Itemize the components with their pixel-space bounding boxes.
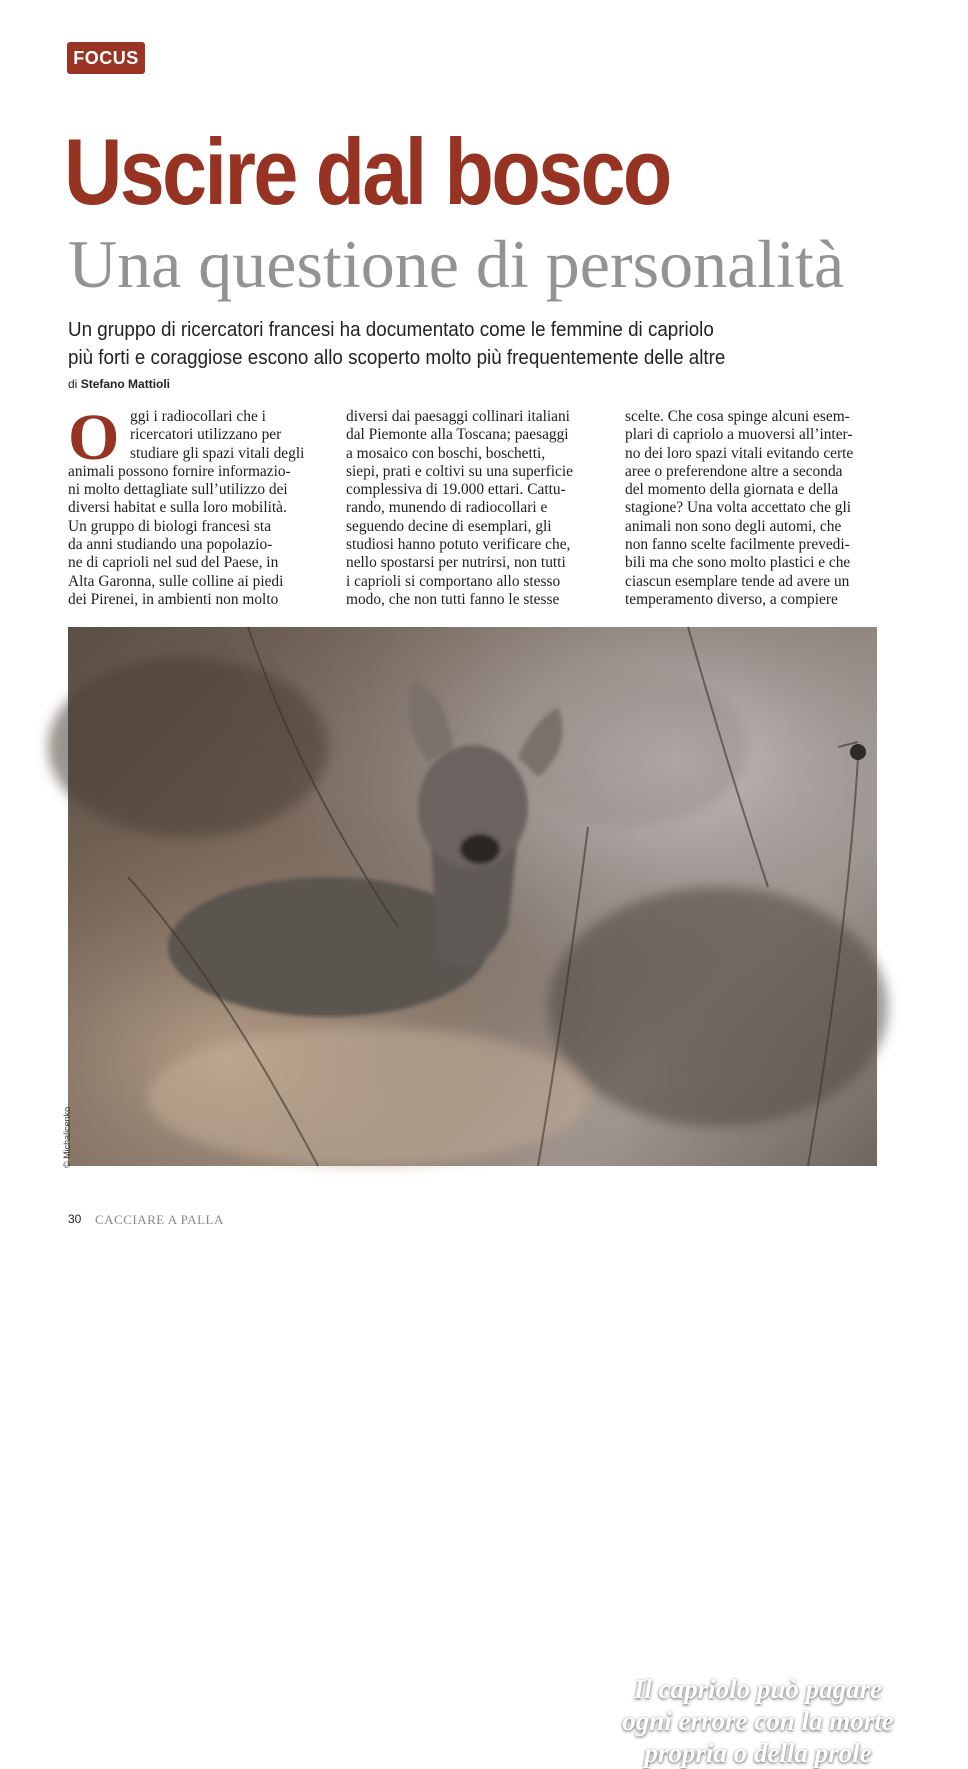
standfirst-line: più forti e coraggiose escono allo scoperto molto più frequentemente delle altre (68, 347, 726, 369)
body-line: siepi, prati e coltivi su una superficie (346, 462, 573, 480)
body-line: Un gruppo di biologi francesi sta (68, 517, 272, 535)
body-line: nello spostarsi per nutrirsi, non tutti (346, 554, 566, 572)
byline (68, 377, 170, 391)
body-line: non fanno scelte facilmente prevedi- (625, 536, 850, 554)
caption-line: propria o della prole (644, 1738, 872, 1768)
standfirst-line: Un gruppo di ricercatori francesi ha documentato come le femmine di capriolo (68, 319, 714, 341)
drop-cap: O (68, 401, 120, 474)
body-line: animali possono fornire informazio- (68, 462, 291, 480)
magazine-name: CACCIARE A PALLA (95, 1212, 224, 1227)
body-line: ricercatori utilizzano per (130, 426, 282, 444)
body-line: i caprioli si comportano allo stesso (346, 572, 561, 590)
body-line: aree o preferendone altre a seconda (625, 462, 843, 480)
body-line: scelte. Che cosa spinge alcuni esem- (625, 408, 850, 425)
body-line: a mosaico con boschi, boschetti, (346, 444, 546, 462)
subheadline: Una questione di personalità (68, 226, 845, 302)
body-column-2 (346, 408, 598, 609)
byline-author: Stefano Mattioli (80, 377, 171, 391)
roe-deer-illustration (68, 627, 877, 1166)
body-line: Alta Garonna, sulle colline ai piedi (68, 572, 284, 590)
body-line: diversi habitat e sulla loro mobilità. (68, 499, 287, 517)
body-line: animali non sono degli automi, che (625, 517, 842, 535)
byline-prefix: di (68, 377, 78, 391)
body-line: ciascun esemplare tende ad avere un (625, 572, 850, 590)
body-line: ne di caprioli nel sud del Paese, in (68, 554, 279, 572)
body-line: bili ma che sono molto plastici e che (625, 554, 851, 572)
body-line: stagione? Una volta accettato che gli (625, 499, 852, 517)
body-line: complessiva di 19.000 ettari. Cattu- (346, 481, 566, 499)
body-line: plari di capriolo a muoversi all’inter- (625, 426, 853, 444)
body-line: da anni studiando una popolazio- (68, 536, 273, 554)
photo-credit: © Michalicenko (62, 1106, 72, 1168)
photo-caption (548, 1673, 968, 1769)
body-line: ggi i radiocollari che i (130, 408, 266, 425)
section-tag: FOCUS (67, 42, 145, 74)
body-line: modo, che non tutti fanno le stesse (346, 590, 560, 608)
body-line: studiosi hanno potuto verificare che, (346, 536, 571, 554)
body-line: del momento della giornata e della (625, 481, 839, 499)
body-line: studiare gli spazi vitali degli (130, 444, 305, 462)
body-column-1 (68, 401, 320, 609)
body-line: dei Pirenei, in ambienti non molto (68, 590, 279, 608)
body-column-3 (625, 408, 877, 609)
page-number: 30 (68, 1212, 82, 1226)
body-line: diversi dai paesaggi collinari italiani (346, 408, 570, 425)
body-line: rando, munendo di radiocollari e (346, 499, 548, 517)
body-line: temperamento diverso, a compiere (625, 590, 838, 608)
body-line: ni molto dettagliate sull’utilizzo dei (68, 481, 288, 499)
headline: Uscire dal bosco (64, 119, 670, 224)
body-line: seguendo decine di esemplari, gli (346, 517, 552, 535)
standfirst (68, 316, 820, 372)
caption-line: Il capriolo può pagare (633, 1674, 883, 1704)
caption-line: ogni errore con la morte (622, 1706, 894, 1736)
body-line: dal Piemonte alla Toscana; paesaggi (346, 426, 569, 444)
body-line: no dei loro spazi vitali evitando certe (625, 444, 854, 462)
